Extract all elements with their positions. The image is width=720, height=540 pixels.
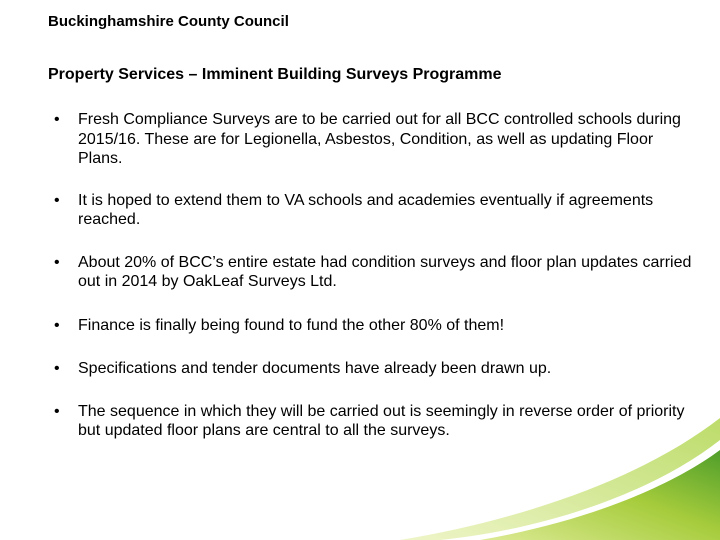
bullet-item [48,402,698,441]
bullet-dot: • [54,316,60,334]
bullet-text: The sequence in which they will be carried out is seemingly in reverse order of priority but updated floor plans are central to all the surveys. [78,402,685,439]
organization-name: Buckinghamshire County Council [48,13,289,30]
slide-title: Property Services – Imminent Building Surveys Programme [48,66,502,83]
bullet-dot: • [54,111,60,128]
bullet-dot: • [54,360,60,377]
bullet-item [48,253,698,292]
bullet-text: Specifications and tender documents have already been drawn up. [78,360,552,377]
bullet-dot: • [54,253,60,271]
bullet-text: It is hoped to extend them to VA schools and academies eventually if agreements reached. [78,191,654,228]
bullet-item [48,316,698,336]
bullet-dot: • [54,191,60,209]
bullet-text: Finance is finally being found to fund the other 80% of them! [78,316,505,334]
bullet-dot: • [54,402,60,420]
bullet-item [48,110,698,169]
bullet-list [48,110,698,461]
bullet-item [48,191,698,230]
bullet-item [48,359,698,379]
bullet-text: About 20% of BCC’s entire estate had condition surveys and floor plan updates carried out in 2014 by OakLeaf Surveys Ltd. [78,253,692,290]
bullet-text: Fresh Compliance Surveys are to be carried out for all BCC controlled schools during 2015/16. These are for Legionella, Asbestos, Condition, as well as updating Floor Plans. [78,111,681,167]
